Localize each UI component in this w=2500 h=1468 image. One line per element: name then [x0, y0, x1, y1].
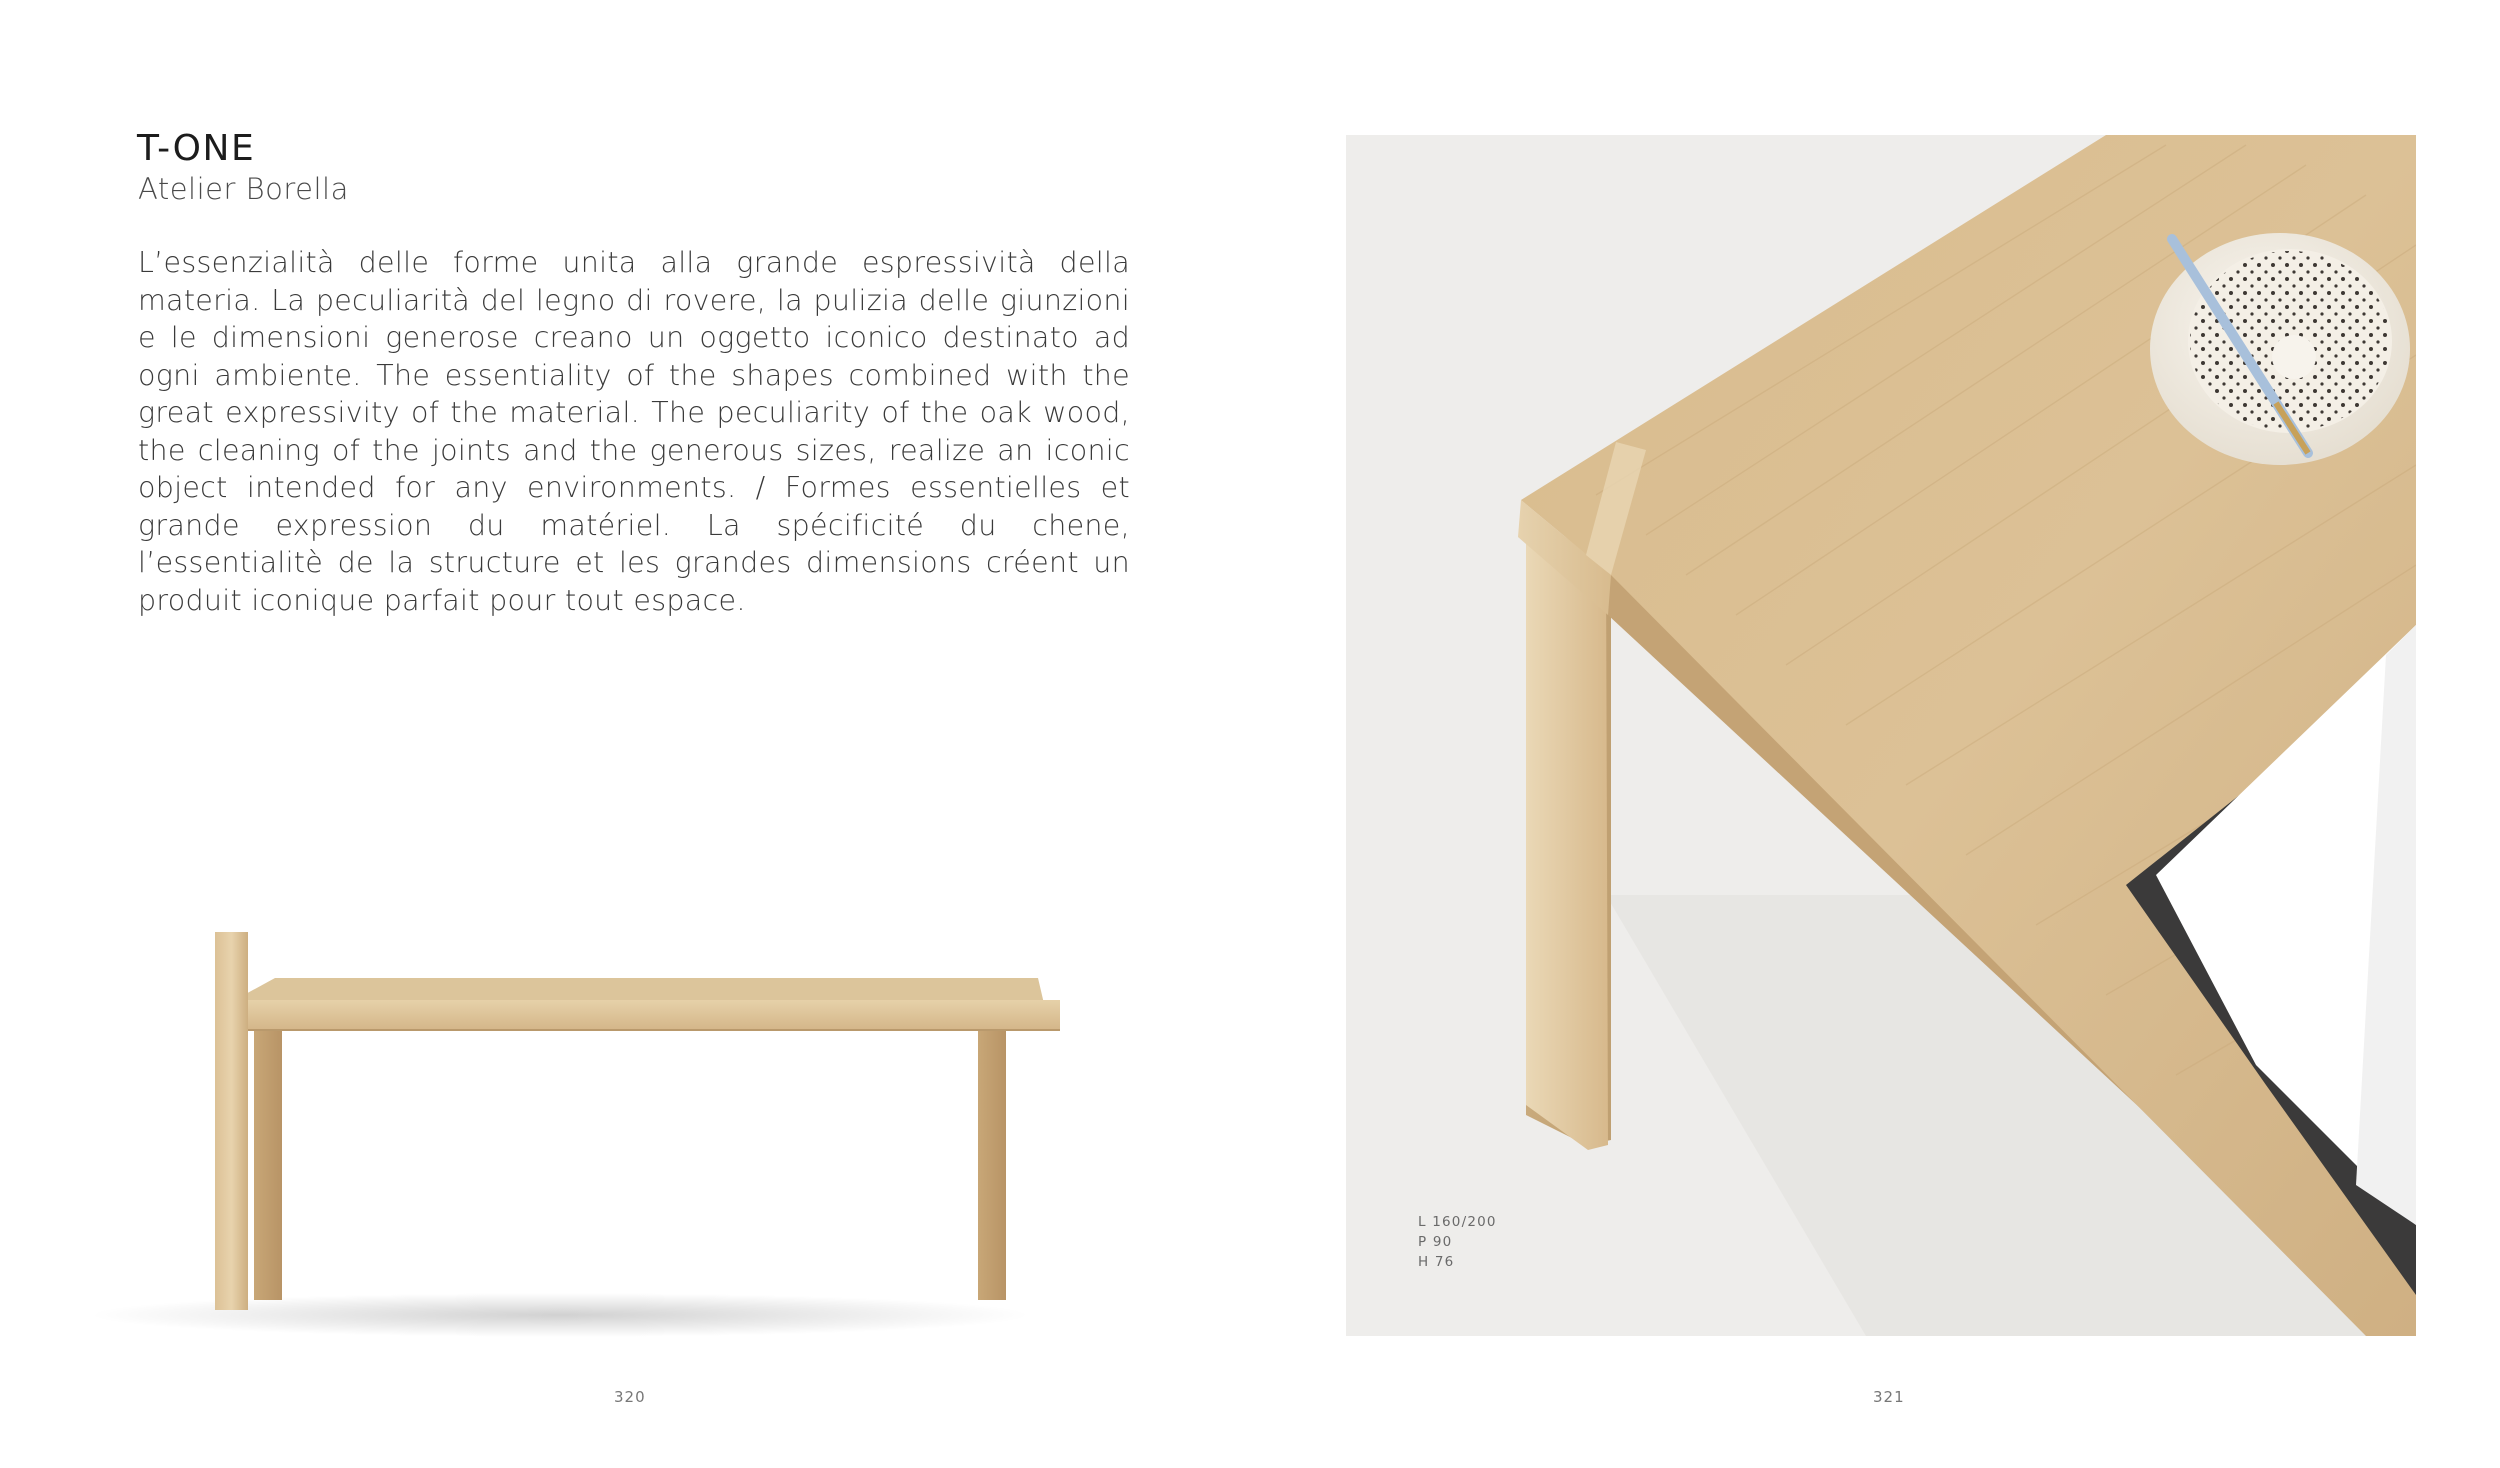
table-front-view-drawing: [60, 930, 1060, 1360]
dimension-depth: P 90: [1418, 1234, 1453, 1250]
dimension-length: L 160/200: [1418, 1214, 1497, 1230]
page-number-left: 320: [614, 1388, 646, 1406]
table-front-view-image: [60, 930, 1060, 1364]
page-number-right: 321: [1873, 1388, 1905, 1406]
description-text: L’essenzialità delle forme unita alla grande espressività della materia. La peculiarità del legno di rovere, la pulizia delle giunzioni e le dimensioni generose creano un oggetto iconico destinato ad ogni ambiente. The essentiality of the shapes combined with the great expressivity of the material. The peculiarity of the oak wood, the cleaning of the joints and the generous sizes, realize an iconic object intended for any environments. / Formes essentielles et grande expression du matériel. La spécificité du chene, l’essentialitè de la structure et les grandes dimensions créent un produit iconique parfait pour tout espace.: [138, 246, 1130, 617]
product-description: [138, 244, 1130, 619]
table-detail-photo: [1346, 135, 2416, 1336]
dimensions-block: [1418, 1212, 1497, 1272]
table-detail-drawing: [1346, 135, 2416, 1336]
product-title: T-ONE: [137, 128, 256, 169]
dimension-height: H 76: [1418, 1254, 1455, 1270]
product-designer: Atelier Borella: [138, 172, 349, 206]
